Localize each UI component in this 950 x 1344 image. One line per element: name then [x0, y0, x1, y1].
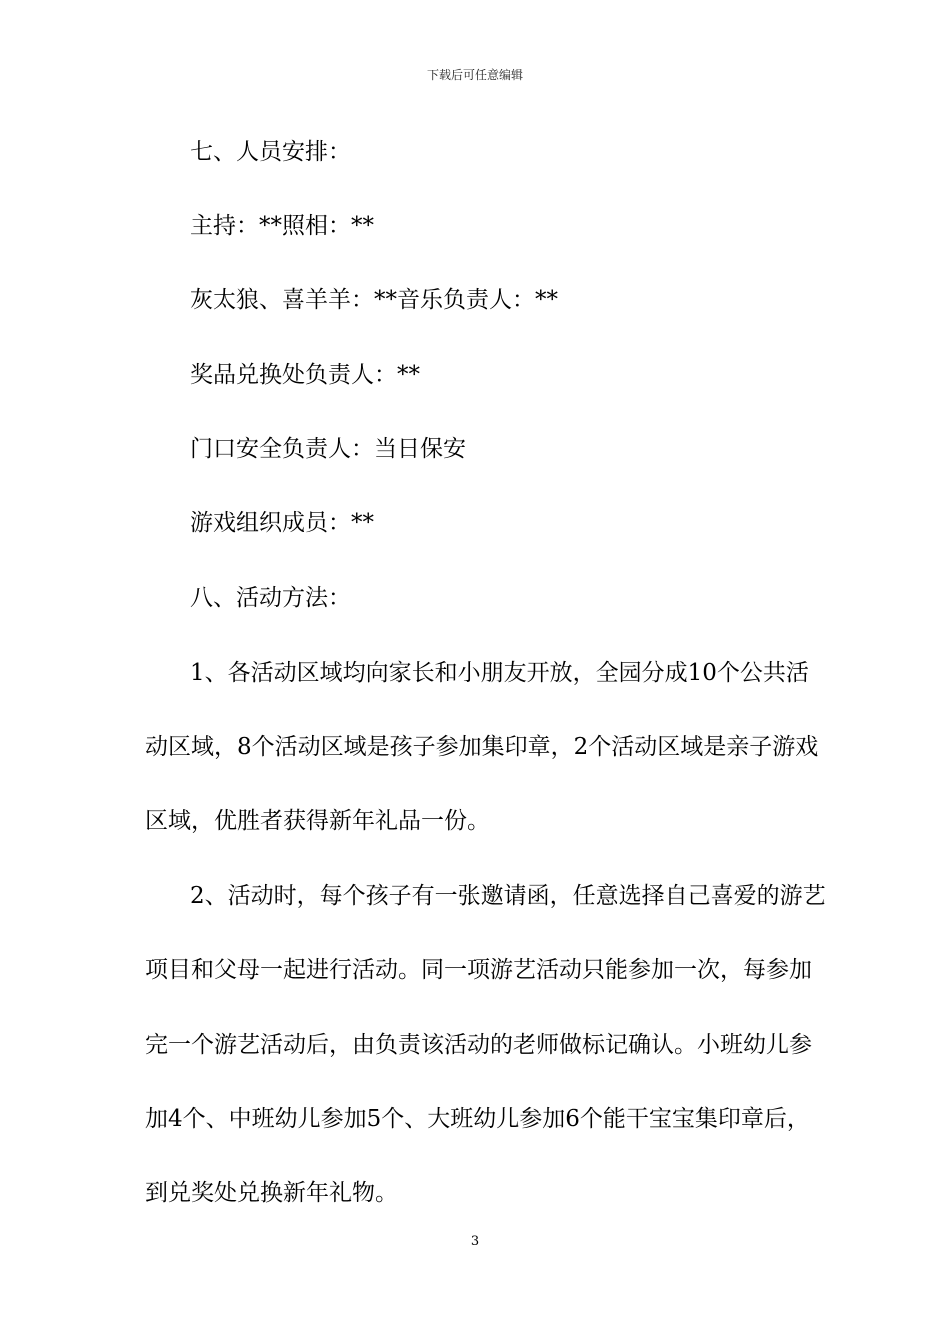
- section-heading-personnel: 七、人员安排：: [190, 139, 351, 165]
- paragraph-line: 动区域，8个活动区域是孩子参加集印章，2个活动区域是亲子游戏: [145, 734, 819, 760]
- paragraph-line: 项目和父母一起进行活动。同一项游艺活动只能参加一次，每参加: [145, 957, 812, 983]
- text-line: 主持：**照相：**: [190, 213, 374, 239]
- paragraph-line: 到兑奖处兑换新年礼物。: [145, 1180, 398, 1206]
- page-number: 3: [470, 1234, 480, 1249]
- text-line: 游戏组织成员：**: [190, 510, 374, 536]
- paragraph-line: 完一个游艺活动后，由负责该活动的老师做标记确认。小班幼儿参: [145, 1032, 812, 1058]
- text-line: 灰太狼、喜羊羊：**音乐负责人：**: [190, 287, 558, 313]
- paragraph-line: 2、活动时，每个孩子有一张邀请函，任意选择自己喜爱的游艺: [190, 883, 826, 909]
- text-line: 奖品兑换处负责人：**: [190, 362, 420, 388]
- paragraph-line: 1、各活动区域均向家长和小朋友开放，全园分成10个公共活: [190, 660, 809, 686]
- section-heading-methods: 八、活动方法：: [190, 585, 351, 611]
- paragraph-line: 区域，优胜者获得新年礼品一份。: [145, 808, 490, 834]
- paragraph-line: 加4个、中班幼儿参加5个、大班幼儿参加6个能干宝宝集印章后，: [145, 1106, 810, 1132]
- text-line: 门口安全负责人：当日保安: [190, 436, 466, 462]
- page-header: 下载后可任意编辑: [426, 68, 523, 82]
